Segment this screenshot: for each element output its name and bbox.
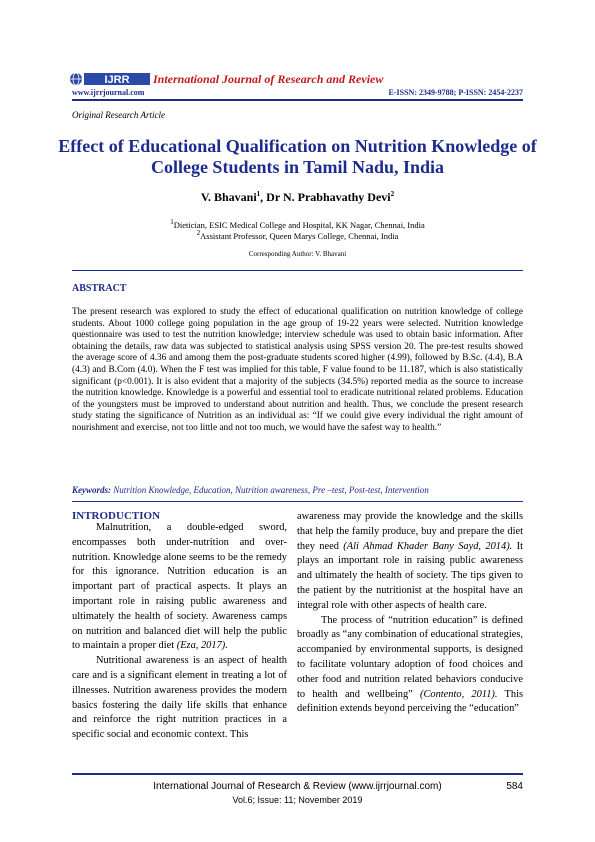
citation: (Ali Ahmad Khader Bany Sayd, 2014). — [343, 540, 513, 552]
introduction-heading: INTRODUCTION — [72, 510, 161, 522]
affiliation-marker: 2 — [196, 229, 201, 237]
paragraph-text: This definition extends beyond perceiving the “education” — [297, 688, 524, 715]
body-column-right — [297, 510, 523, 717]
footer-volume: Vol.6; Issue: 11; November 2019 — [232, 795, 363, 805]
citation: (Eza, 2017). — [176, 640, 228, 652]
author-affiliation-marker: 1 — [256, 190, 261, 198]
author-name: V. Bhavani — [200, 190, 257, 204]
keywords-label: Keywords: — [72, 485, 111, 495]
paragraph — [297, 614, 523, 718]
page-number: 584 — [506, 781, 523, 792]
paragraph — [297, 510, 523, 614]
citation: (Contento, 2011). — [420, 688, 498, 700]
header-divider — [72, 99, 523, 101]
footer-journal: International Journal of Research & Review (www.ijrrjournal.com) — [153, 781, 442, 792]
affiliation-2 — [60, 229, 535, 241]
author-separator: , — [260, 190, 267, 204]
section-divider — [72, 501, 523, 502]
article-type: Original Research Article — [72, 110, 165, 120]
paragraph-text: Malnutrition, a double-edged sword, encompasses both under-nutrition and over-nutrition. Knowledge alone seems to be the remedy for this ignorance. Nutrition education is an important part of practical aspects. It plays an important role in raising public awareness and ultimately the health of society. Awareness camps on nutrition and balanced diet will help the public to maintain a proper diet — [72, 522, 287, 652]
logo-text: IJRR — [104, 74, 130, 86]
journal-issn: E-ISSN: 2349-9788; P-ISSN: 2454-2237 — [388, 88, 523, 97]
keywords — [72, 485, 523, 495]
paragraph-text: Nutritional awareness is an aspect of health care and is a significant element in treating a lot of illnesses. Nutrition awareness provides the modern basics fostering the daily life skills that enhance and reinforce the right nutrition practices in a specific social and economic context. This — [72, 655, 287, 741]
author-affiliation-marker: 2 — [390, 190, 395, 198]
affiliation-text: Dietician, ESIC Medical College and Hospital, KK Nagar, Chennai, India — [173, 219, 425, 230]
paragraph-text: It plays an important role in raising public awareness and ultimately the health of society. The tips given to the patient by the nutritionist at the hospital have an integral role with other aspects of health care. — [297, 540, 523, 611]
paragraph — [72, 521, 287, 654]
keywords-list: Nutrition Knowledge, Education, Nutrition awareness, Pre –test, Post-test, Intervention — [113, 485, 429, 495]
abstract-heading: ABSTRACT — [72, 283, 127, 294]
body-column-left — [72, 521, 287, 743]
paragraph-text: The process of “nutrition education” is defined broadly as “any combination of educational strategies, accompanied by environmental supports, is designed to facilitate voluntary adoption of food choices and other food and nutrition related behaviors conducive to health and wellbeing” — [297, 614, 523, 700]
article-title: Effect of Educational Qualification on Nutrition Knowledge of College Students in Tamil Nadu, India — [58, 136, 537, 177]
paragraph-text: awareness may provide the knowledge and the skills that help the family produce, buy and prepare the diet they need — [297, 511, 523, 552]
affiliation-marker: 1 — [170, 218, 174, 226]
paragraph — [72, 654, 287, 743]
journal-name: International Journal of Research and Review — [153, 72, 384, 86]
affiliation-text: Assistant Professor, Queen Marys College, Chennai, India — [200, 230, 399, 241]
footer-divider — [72, 773, 523, 775]
journal-website-link[interactable]: www.ijrrjournal.com — [72, 88, 145, 97]
journal-logo — [69, 71, 151, 87]
author-name: Dr N. Prabhavathy Devi — [266, 190, 391, 204]
corresponding-author: Corresponding Author: V. Bhavani — [248, 250, 347, 258]
section-divider — [72, 270, 523, 271]
author-list — [60, 190, 535, 205]
abstract-body: The present research was explored to study the effect of educational qualification on nutrition knowledge of college students. About 1000 college going population in the age group of 19-22 years were selected. Nutrition knowledge questionnaire was used to test the nutrition knowledge; interview schedule was used to obtain basic information. After obtaining the details, raw data was subjected to statistical analysis using SPSS version 20. The pre-test results showed the average score of 4.36 and among them the post-graduate students scored higher (4.99), followed by B.Sc. (4.4), B.A (4.3) and B.Com (4.0). When the F test was implied for this table, F value found to be 11.187, which is also statistically significant (p<0.001). It is also evident that a majority of the subjects (34.5%) reported media as the source to increase the nutrition knowledge. Knowledge is a powerful and essential tool to eradicate nutritional related problems. Education of the youngsters must be improved to understand about nutrition and health. Thus, we conclude the present research study stating the significance of Nutrition as an individual as: “If we could give every individual the right amount of nourishment and exercise, not too little and not too much, we would have the safest way to health.” — [72, 307, 523, 433]
